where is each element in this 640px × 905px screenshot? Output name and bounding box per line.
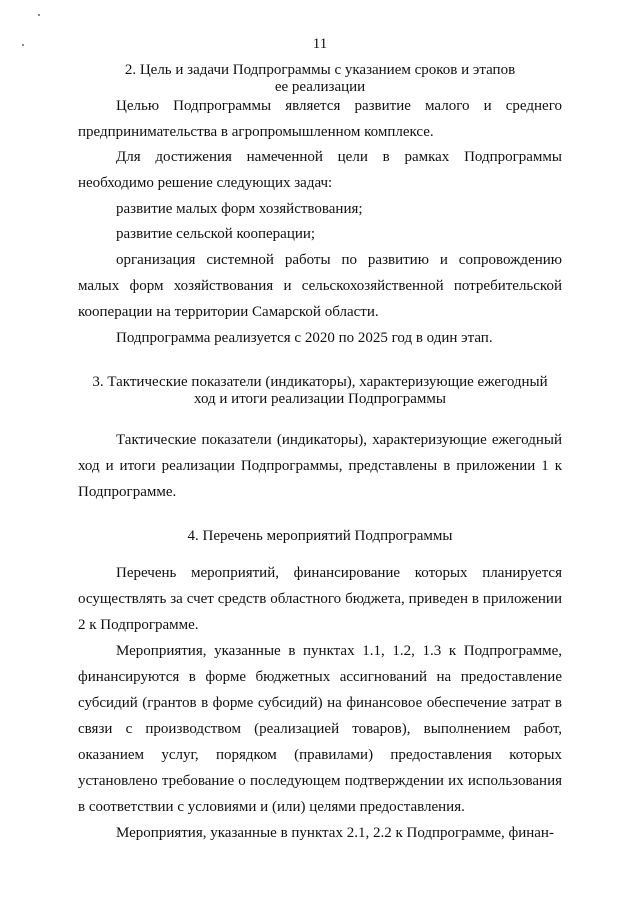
section-3-heading	[78, 374, 562, 408]
section-2-heading	[78, 62, 562, 96]
section-2-heading-line-1: 2. Цель и задачи Подпрограммы с указанием сроков и этапов	[124, 62, 516, 78]
section-2-heading-line-2: ее реализации	[274, 79, 366, 95]
section-2-paragraph-tasks-intro: Для достижения намеченной цели в рамках Подпрограммы необходимо решение следующих задач:	[78, 149, 562, 191]
section-2-paragraph-goal: Целью Подпрограммы является развитие малого и среднего предпринимательства в агропромышленном комплексе.	[78, 98, 562, 140]
section-4-heading: 4. Перечень мероприятий Подпрограммы	[187, 528, 453, 544]
section-2-task-3: организация системной работы по развитию и сопровождению малых форм хозяйствования и сельскохозяйственной потребительской кооперации на территории Самарской области.	[78, 252, 562, 320]
section-4-paragraph-funding-2: Мероприятия, указанные в пунктах 2.1, 2.2 к Подпрограмме, финан-	[116, 825, 554, 841]
section-4-paragraph-list: Перечень мероприятий, финансирование которых планируется осуществлять за счет средств областного бюджета, приведен в приложении 2 к Подпрограмме.	[78, 565, 562, 633]
section-3-heading-line-2: ход и итоги реализации Подпрограммы	[194, 391, 446, 407]
scan-speck	[38, 14, 40, 16]
section-4-paragraph-funding-1: Мероприятия, указанные в пунктах 1.1, 1.2, 1.3 к Подпрограмме, финансируются в форме бюджетных ассигнований на предоставление субсидий (грантов в форме субсидий) на финансовое обеспечение затрат в связи с производством (реализацией товаров), выполнением работ, оказанием услуг, порядком (правилами) предоставления которых установлено требование о последующем подтверждении их использования в соответствии с условиями и (или) целями предоставления.	[78, 643, 562, 815]
page-number: 11	[312, 36, 328, 52]
section-3-paragraph: Тактические показатели (индикаторы), характеризующие ежегодный ход и итоги реализации Подпрограммы, представлены в приложении 1 к Подпрограмме.	[78, 432, 562, 500]
section-2-task-1: развитие малых форм хозяйствования;	[116, 201, 363, 217]
section-2-task-2: развитие сельской кооперации;	[116, 226, 316, 242]
section-2-paragraph-period: Подпрограмма реализуется с 2020 по 2025 год в один этап.	[116, 330, 493, 346]
section-3-heading-line-1: 3. Тактические показатели (индикаторы), характеризующие ежегодный	[92, 374, 548, 390]
